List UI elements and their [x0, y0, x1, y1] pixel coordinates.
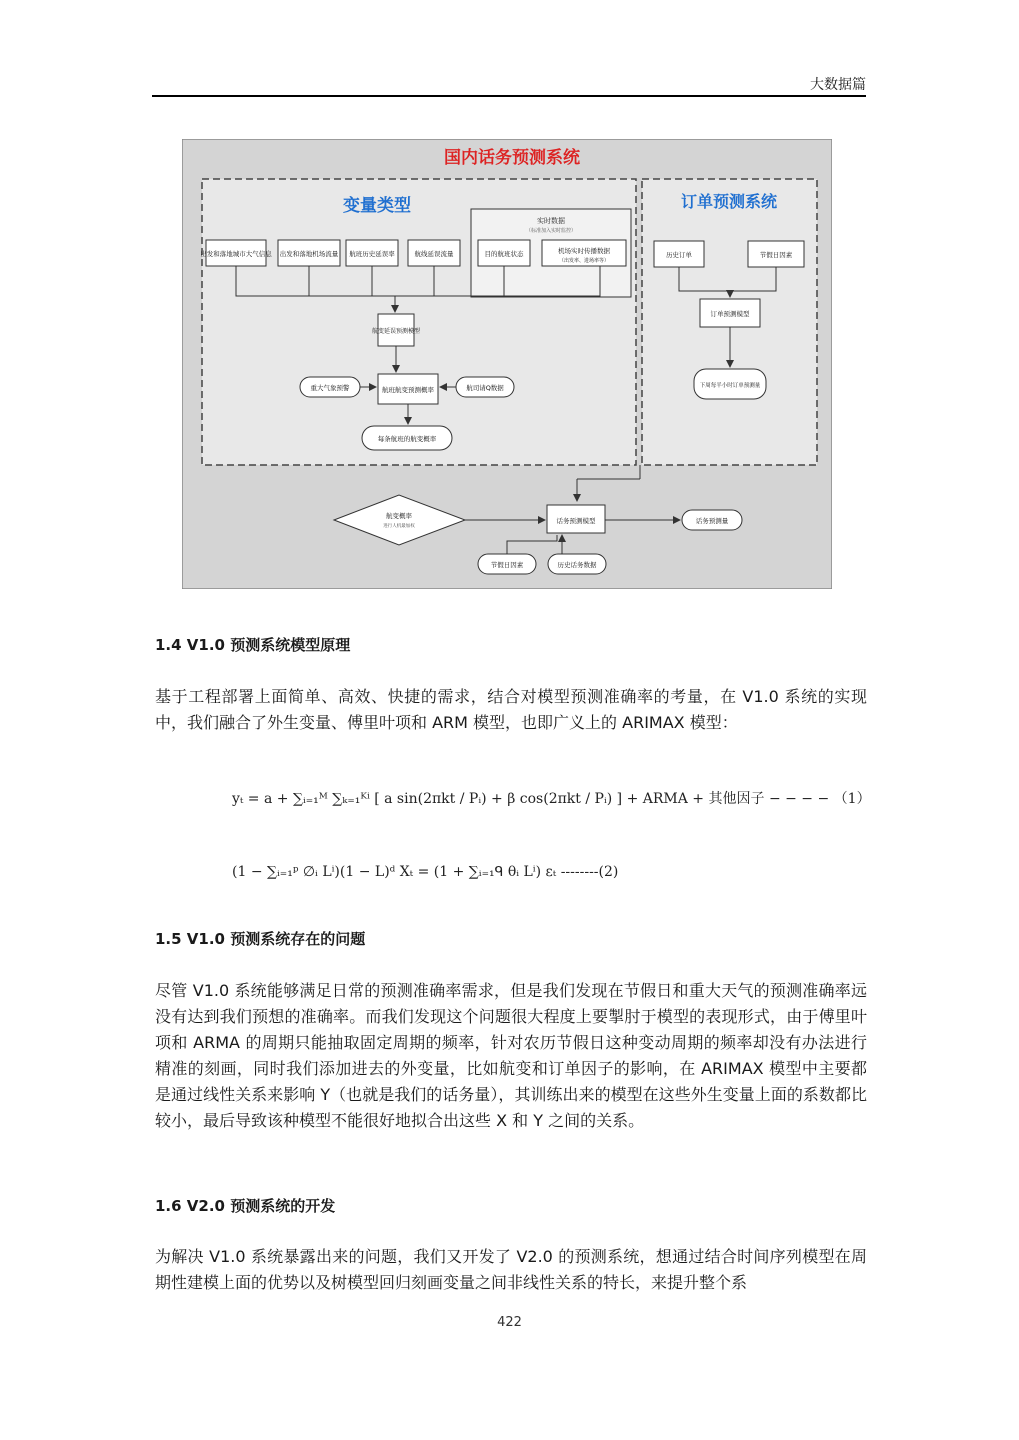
section-heading-1-4: 1.4 V1.0 预测系统模型原理: [155, 636, 351, 654]
svg-text:下周每半小时订单预测量: 下周每半小时订单预测量: [699, 383, 761, 389]
svg-text:航线延误流量: 航线延误流量: [414, 250, 454, 258]
section-para-1-4: 基于工程部署上面简单、高效、快捷的需求，结合对模型预测准确率的考量，在 V1.0 系统的实现中，我们融合了外生变量、傅里叶项和 ARM 模型，也即广义上的 ARIMAX 模型：: [155, 687, 867, 732]
section-para-1-6: 为解决 V1.0 系统暴露出来的问题，我们又开发了 V2.0 的预测系统，想通过结合时间序列模型在周期性建模上面的优势以及树模型回归刻画变量之间非线性关系的特长，来提升整个系: [155, 1247, 867, 1292]
section-para-1-5: 尽管 V1.0 系统能够满足日常的预测准确率需求，但是我们发现在节假日和重大天气的预测准确率远没有达到我们预想的准确率。而我们发现这个问题很大程度上要掣肘于模型的表现形式，由于傅里叶项和 ARMA 的周期只能抽取固定周期的频率，针对农历节假日这种变动周期的频率却没有办法进行精准的刻画，同时我们添加进去的外变量，比如航变和订单因子的影响，在 ARIMAX 模型中主要都是通过线性关系来影响 Y（也就是我们的话务量），其训练出来的模型在这些外生变量上面的系数都比较小，最后导致该种模型不能很好地拟合出这些 X 和 Y 之间的关系。: [155, 981, 867, 1130]
svg-text:航变延误预测模型: 航变延误预测模型: [371, 328, 421, 335]
svg-text:（出发率、进场率等）: （出发率、进场率等）: [558, 258, 610, 264]
svg-text:航变概率: 航变概率: [386, 512, 412, 520]
page-number: 422: [497, 1315, 522, 1330]
svg-text:机场实时传播数据: 机场实时传播数据: [558, 247, 610, 255]
right-panel-title: 订单预测系统: [680, 192, 778, 211]
figure-title: 国内话务预测系统: [444, 148, 580, 168]
header-rule: [152, 95, 866, 97]
svg-text:历史话务数据: 历史话务数据: [557, 561, 597, 569]
svg-text:话务预测量: 话务预测量: [695, 517, 729, 525]
left-panel-title: 变量类型: [343, 196, 411, 216]
svg-text:目的航班状态: 目的航班状态: [484, 250, 524, 258]
system-flowchart: [182, 139, 832, 589]
svg-text:节假日因素: 节假日因素: [759, 251, 793, 259]
svg-text:订单预测模型: 订单预测模型: [710, 310, 750, 318]
formula-2: (1 − ∑ᵢ₌₁ᵖ ∅ᵢ Lⁱ)(1 − L)ᵈ Xₜ = (1 + ∑ᵢ₌₁ᑫ θᵢ Lⁱ) εₜ --------(2): [232, 864, 619, 880]
svg-text:航班航变预测概率: 航班航变预测概率: [382, 386, 434, 394]
svg-text:每条航班的航变概率: 每条航班的航变概率: [377, 435, 437, 443]
formula-1: yₜ = a + ∑ᵢ₌₁ᴹ ∑ₖ₌₁ᴷⁱ [ a sin(2πkt / Pᵢ) + β cos(2πkt / Pᵢ) ] + ARMA + 其他因子 − − − − （1）: [232, 791, 871, 807]
svg-text:出发和落地机场流量: 出发和落地机场流量: [279, 250, 339, 258]
svg-text:航班历史延误率: 航班历史延误率: [349, 250, 395, 258]
page-header: [152, 72, 866, 94]
svg-text:节假日因素: 节假日因素: [490, 561, 524, 569]
svg-text:（标准加入实时监控）: （标准加入实时监控）: [525, 228, 577, 234]
svg-text:航司请Q数据: 航司请Q数据: [466, 384, 504, 392]
svg-text:进行人机最加权: 进行人机最加权: [383, 524, 415, 529]
svg-text:实时数据: 实时数据: [537, 217, 565, 225]
svg-text:出发和落地城市大气信息: 出发和落地城市大气信息: [200, 250, 272, 258]
svg-text:历史订单: 历史订单: [666, 251, 692, 259]
section-heading-1-6: 1.6 V2.0 预测系统的开发: [155, 1197, 336, 1215]
section-heading-1-5: 1.5 V1.0 预测系统存在的问题: [155, 930, 366, 948]
svg-text:重大气象预警: 重大气象预警: [310, 384, 350, 392]
svg-text:话务预测模型: 话务预测模型: [556, 517, 596, 525]
header-section: 大数据篇: [810, 77, 866, 93]
